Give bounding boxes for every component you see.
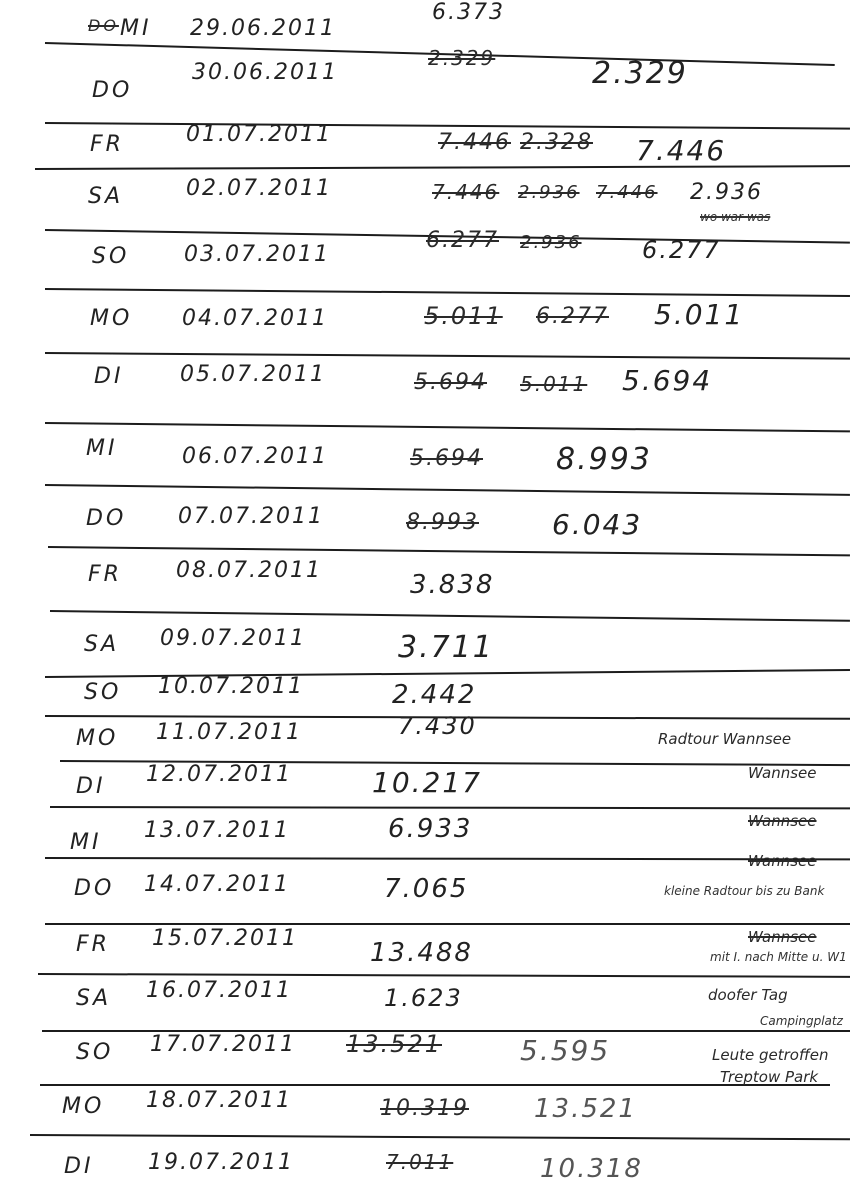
crossed-out-count: 2.936 <box>520 232 582 253</box>
weekday-label: FR <box>90 132 124 157</box>
date-label: 09.07.2011 <box>160 626 306 651</box>
row-note: Wannsee <box>748 928 817 946</box>
weekday-label: SA <box>76 986 112 1011</box>
step-count: 5.011 <box>654 298 745 331</box>
crossed-out-count: 7.446 <box>432 180 500 204</box>
ruled-line <box>45 288 850 297</box>
date-label: 30.06.2011 <box>192 60 338 85</box>
weekday-label: SO <box>84 680 122 705</box>
step-count: 3.838 <box>410 570 495 600</box>
crossed-out-count: 5.694 <box>410 446 483 471</box>
date-label: 01.07.2011 <box>186 122 332 147</box>
date-label: 19.07.2011 <box>148 1150 294 1175</box>
ruled-line <box>50 610 850 622</box>
step-count: 5.694 <box>622 364 713 397</box>
weekday-label: SO <box>92 244 130 269</box>
weekday-label: SA <box>84 632 120 657</box>
crossed-out-count: 2.936 <box>518 182 580 203</box>
step-count: 2.329 <box>592 56 688 91</box>
crossed-out-count: 5.011 <box>520 372 588 396</box>
weekday-label: MO <box>76 726 119 751</box>
weekday-label: MI <box>120 16 152 41</box>
crossed-out-count: 8.993 <box>406 510 479 535</box>
crossed-out-count: 13.521 <box>346 1030 442 1058</box>
weekday-label: SA <box>88 184 124 209</box>
crossed-out-count: 2.328 <box>520 130 593 155</box>
step-count: 1.623 <box>384 984 463 1012</box>
ruled-line <box>45 352 850 360</box>
step-count: 6.933 <box>388 814 473 844</box>
step-count: 13.521 <box>534 1094 637 1124</box>
crossed-out-count: 7.446 <box>596 182 658 203</box>
row-note-secondary: mit I. nach Mitte u. W1 <box>710 950 847 964</box>
ruled-line <box>35 165 850 170</box>
row-note: wo war was <box>700 210 771 224</box>
row-note-secondary: kleine Radtour bis zu Bank <box>664 884 825 898</box>
row-note-secondary: Treptow Park <box>720 1068 819 1086</box>
ruled-line <box>30 1134 850 1140</box>
step-count: 13.488 <box>370 938 473 968</box>
date-label: 10.07.2011 <box>158 674 304 699</box>
day-scribble: DO <box>88 16 119 35</box>
date-label: 06.07.2011 <box>182 444 328 469</box>
row-note: Wannsee <box>748 852 817 870</box>
step-count: 6.277 <box>642 236 721 264</box>
step-count: 7.430 <box>398 712 477 740</box>
step-count: 7.446 <box>636 134 727 167</box>
weekday-label: MO <box>62 1094 105 1119</box>
step-count: 5.595 <box>520 1034 611 1067</box>
date-label: 16.07.2011 <box>146 978 292 1003</box>
step-count: 2.442 <box>392 680 477 710</box>
ruled-line <box>45 857 850 860</box>
weekday-label: MI <box>86 436 118 461</box>
row-note: Wannsee <box>748 812 817 830</box>
date-label: 07.07.2011 <box>178 504 324 529</box>
ruled-line <box>45 122 850 130</box>
ruled-line <box>50 806 850 809</box>
date-label: 05.07.2011 <box>180 362 326 387</box>
step-count: 7.065 <box>384 874 469 904</box>
crossed-out-count: 6.277 <box>536 304 609 329</box>
crossed-out-count: 5.694 <box>414 370 487 395</box>
weekday-label: DO <box>86 506 127 531</box>
weekday-label: FR <box>76 932 110 957</box>
row-note: Radtour Wannsee <box>658 730 792 748</box>
step-count: 6.373 <box>432 0 505 25</box>
step-count: 10.217 <box>372 766 482 799</box>
weekday-label: MO <box>90 306 133 331</box>
crossed-out-count: 7.446 <box>438 130 511 155</box>
ruled-line <box>45 422 850 432</box>
weekday-label: FR <box>88 562 122 587</box>
date-label: 04.07.2011 <box>182 306 328 331</box>
date-label: 15.07.2011 <box>152 926 298 951</box>
date-label: 11.07.2011 <box>156 720 302 745</box>
row-note: Wannsee <box>748 764 817 782</box>
date-label: 18.07.2011 <box>146 1088 292 1113</box>
weekday-label: DO <box>74 876 115 901</box>
ruled-line <box>40 1084 830 1086</box>
date-label: 29.06.2011 <box>190 16 336 41</box>
crossed-out-count: 6.277 <box>426 228 499 253</box>
weekday-label: SO <box>76 1040 114 1065</box>
step-count: 8.993 <box>556 442 652 477</box>
row-note: Leute getroffen <box>712 1046 829 1064</box>
ruled-line <box>48 546 850 556</box>
row-note-secondary: Campingplatz <box>760 1014 843 1028</box>
date-label: 17.07.2011 <box>150 1032 296 1057</box>
ruled-line <box>45 923 850 925</box>
date-label: 13.07.2011 <box>144 818 290 843</box>
weekday-label: DO <box>92 78 133 103</box>
date-label: 03.07.2011 <box>184 242 330 267</box>
ruled-line <box>45 484 850 496</box>
crossed-out-count: 7.011 <box>386 1150 454 1174</box>
step-count: 6.043 <box>552 508 643 541</box>
weekday-label: DI <box>94 364 124 389</box>
crossed-out-count: 2.329 <box>428 46 496 70</box>
step-count: 10.318 <box>540 1154 643 1184</box>
weekday-label: DI <box>64 1154 94 1179</box>
crossed-out-count: 5.011 <box>424 302 503 330</box>
weekday-label: MI <box>70 830 102 855</box>
date-label: 12.07.2011 <box>146 762 292 787</box>
weekday-label: DI <box>76 774 106 799</box>
row-note: doofer Tag <box>708 986 788 1004</box>
date-label: 02.07.2011 <box>186 176 332 201</box>
date-label: 08.07.2011 <box>176 558 322 583</box>
step-count: 3.711 <box>398 630 494 665</box>
crossed-out-count: 10.319 <box>380 1096 469 1121</box>
step-count: 2.936 <box>690 180 763 205</box>
date-label: 14.07.2011 <box>144 872 290 897</box>
